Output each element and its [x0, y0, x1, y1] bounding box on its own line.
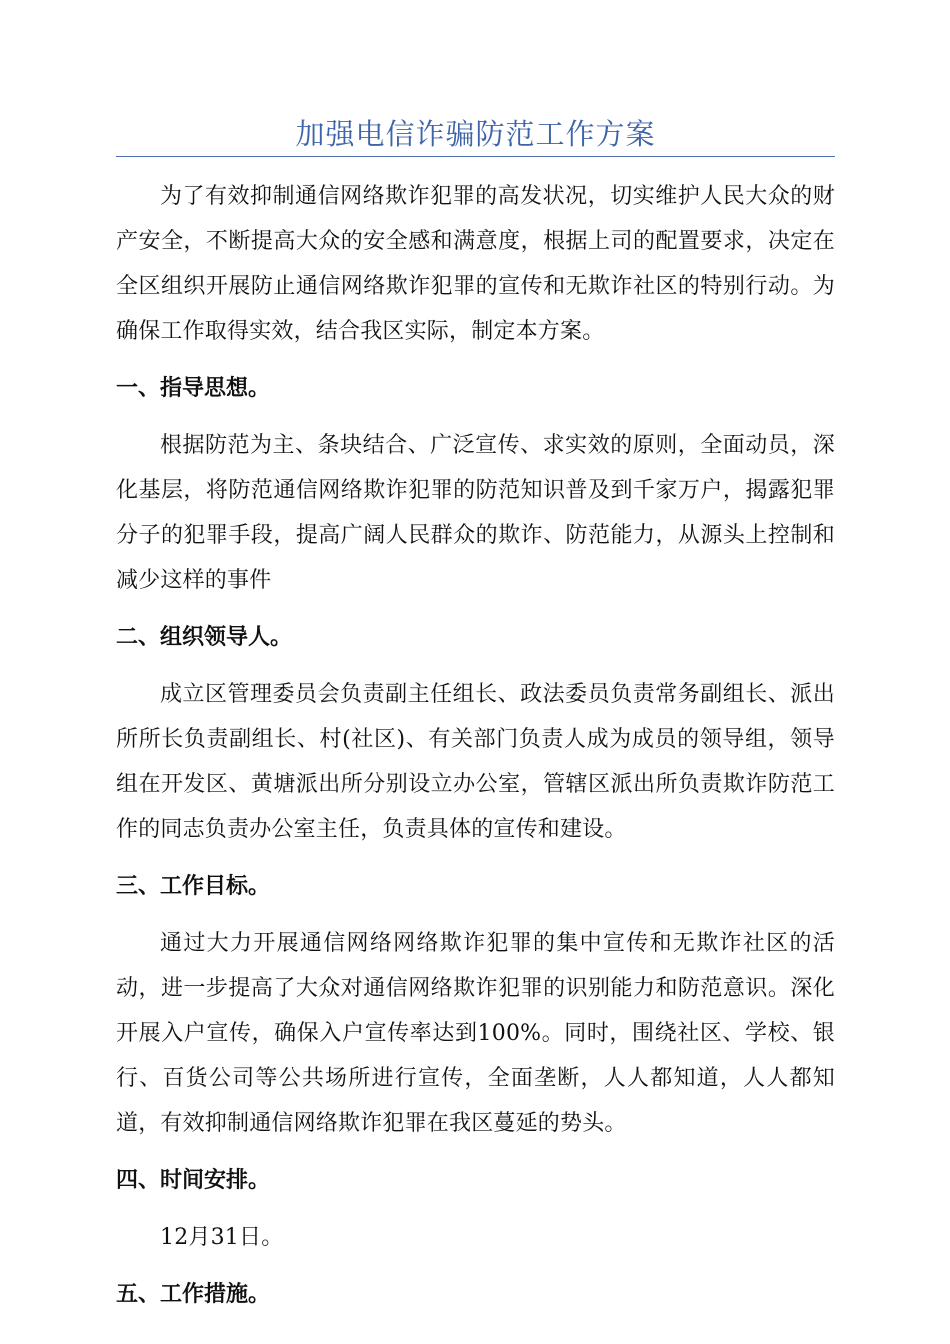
spacer	[116, 1203, 835, 1215]
intro-paragraph: 为了有效抑制通信网络欺诈犯罪的高发状况，切实维护人民大众的财产安全，不断提高大众的安全感和满意度，根据上司的配置要求，决定在全区组织开展防止通信网络欺诈犯罪的宣传和无欺诈社区的特别行动。为确保工作取得实效，结合我区实际，制定本方案。	[116, 184, 835, 344]
section-body-schedule: 12月31日。	[160, 1225, 284, 1250]
spacer	[116, 354, 835, 366]
title-block	[116, 112, 835, 157]
section-body-goals: 通过大力开展通信网络网络欺诈犯罪的集中宣传和无欺诈社区的活动，进一步提高了大众对通信网络欺诈犯罪的识别能力和防范意识。深化开展入户宣传，确保入户宣传率达到100%。同时，围绕社区、学校、银行、百货公司等公共场所进行宣传，全面垄断，人人都知道，人人都知道，有效抑制通信网络欺诈犯罪在我区蔓延的势头。	[116, 931, 835, 1136]
spacer	[116, 1260, 835, 1272]
spacer	[116, 603, 835, 615]
document-title: 加强电信诈骗防范工作方案	[295, 117, 656, 151]
section-heading-guiding-thought: 一、指导思想。	[116, 376, 271, 401]
section-heading-leadership: 二、组织领导人。	[116, 625, 293, 650]
section-heading-measures: 五、工作措施。	[116, 1282, 271, 1307]
spacer	[116, 1146, 835, 1158]
spacer	[116, 909, 835, 921]
section-body-guiding-thought: 根据防范为主、条块结合、广泛宣传、求实效的原则，全面动员，深化基层，将防范通信网络欺诈犯罪的防范知识普及到千家万户，揭露犯罪分子的犯罪手段，提高广阔人民群众的欺诈、防范能力，从源头上控制和减少这样的事件	[116, 433, 835, 593]
spacer	[116, 660, 835, 672]
document-body	[116, 174, 835, 1317]
spacer	[116, 411, 835, 423]
section-body-leadership: 成立区管理委员会负责副主任组长、政法委员负责常务副组长、派出所所长负责副组长、村(社区)、有关部门负责人成为成员的领导组，领导组在开发区、黄塘派出所分别设立办公室，管辖区派出所负责欺诈防范工作的同志负责办公室主任，负责具体的宣传和建设。	[116, 682, 835, 842]
section-heading-schedule: 四、时间安排。	[116, 1168, 271, 1193]
spacer	[116, 852, 835, 864]
section-heading-goals: 三、工作目标。	[116, 874, 271, 899]
